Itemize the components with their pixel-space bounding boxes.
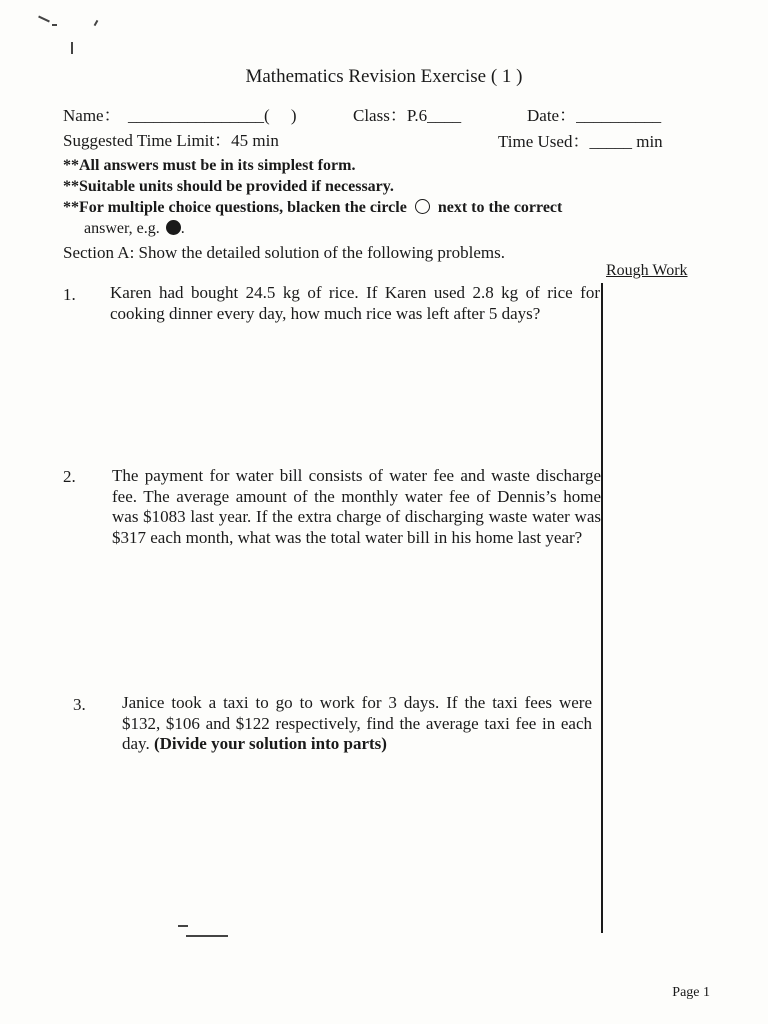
note-multiple-choice: [63, 199, 562, 217]
note-mc-text-b: next to the correct: [437, 199, 563, 216]
section-heading: Section A: Show the detailed solution of the following problems.: [63, 243, 505, 262]
note-example-text: answer, e.g.: [84, 220, 160, 237]
page-number: Page 1: [672, 985, 710, 1000]
stray-mark: [178, 925, 188, 927]
question-3-text: [122, 693, 592, 755]
question-1-number: 1.: [63, 285, 76, 304]
rough-work-label: Rough Work: [606, 262, 688, 279]
page-title: Mathematics Revision Exercise ( 1 ): [245, 66, 523, 87]
question-3-emphasis: (Divide your solution into parts): [153, 734, 387, 753]
name-field[interactable]: ________________( ): [128, 106, 297, 125]
note-simplest-form: **All answers must be in its simplest form.: [63, 157, 356, 174]
note-mc-text-a: **For multiple choice questions, blacken the circle: [63, 199, 407, 216]
note-example: [84, 220, 185, 238]
filled-circle-icon: [166, 220, 181, 235]
stray-mark: [186, 935, 228, 937]
question-2-text: The payment for water bill consists of water fee and waste discharge fee. The average amount of the monthly water fee of Dennis’s home was $1083 last year. If the extra charge of discharging waste water was $317 each month, what was the total water bill in his home last year?: [112, 466, 601, 547]
circle-outline-icon: [415, 199, 430, 214]
question-3-number: 3.: [73, 695, 86, 714]
scan-mark: [52, 24, 57, 26]
scan-mark: [71, 42, 73, 54]
name-label: Name：: [63, 106, 121, 125]
scan-mark: [38, 16, 50, 23]
time-limit: Suggested Time Limit：45 min: [63, 131, 279, 150]
date-field[interactable]: Date：__________: [527, 106, 662, 125]
question-2-number: 2.: [63, 467, 76, 486]
rough-work-divider: [601, 283, 603, 933]
time-used-field[interactable]: Time Used：_____ min: [498, 132, 663, 151]
class-field[interactable]: Class：P.6____: [353, 106, 462, 125]
question-3-body: Janice took a taxi to go to work for 3 days. If the taxi fees were $132, $106 and $122 respectively, find the average taxi fee in each day.: [122, 693, 592, 753]
note-units: **Suitable units should be provided if necessary.: [63, 178, 394, 195]
scan-mark: [94, 20, 99, 26]
note-example-end: .: [180, 220, 185, 237]
question-1-text: Karen had bought 24.5 kg of rice. If Karen used 2.8 kg of rice for cooking dinner every day, how much rice was left after 5 days?: [110, 283, 600, 323]
